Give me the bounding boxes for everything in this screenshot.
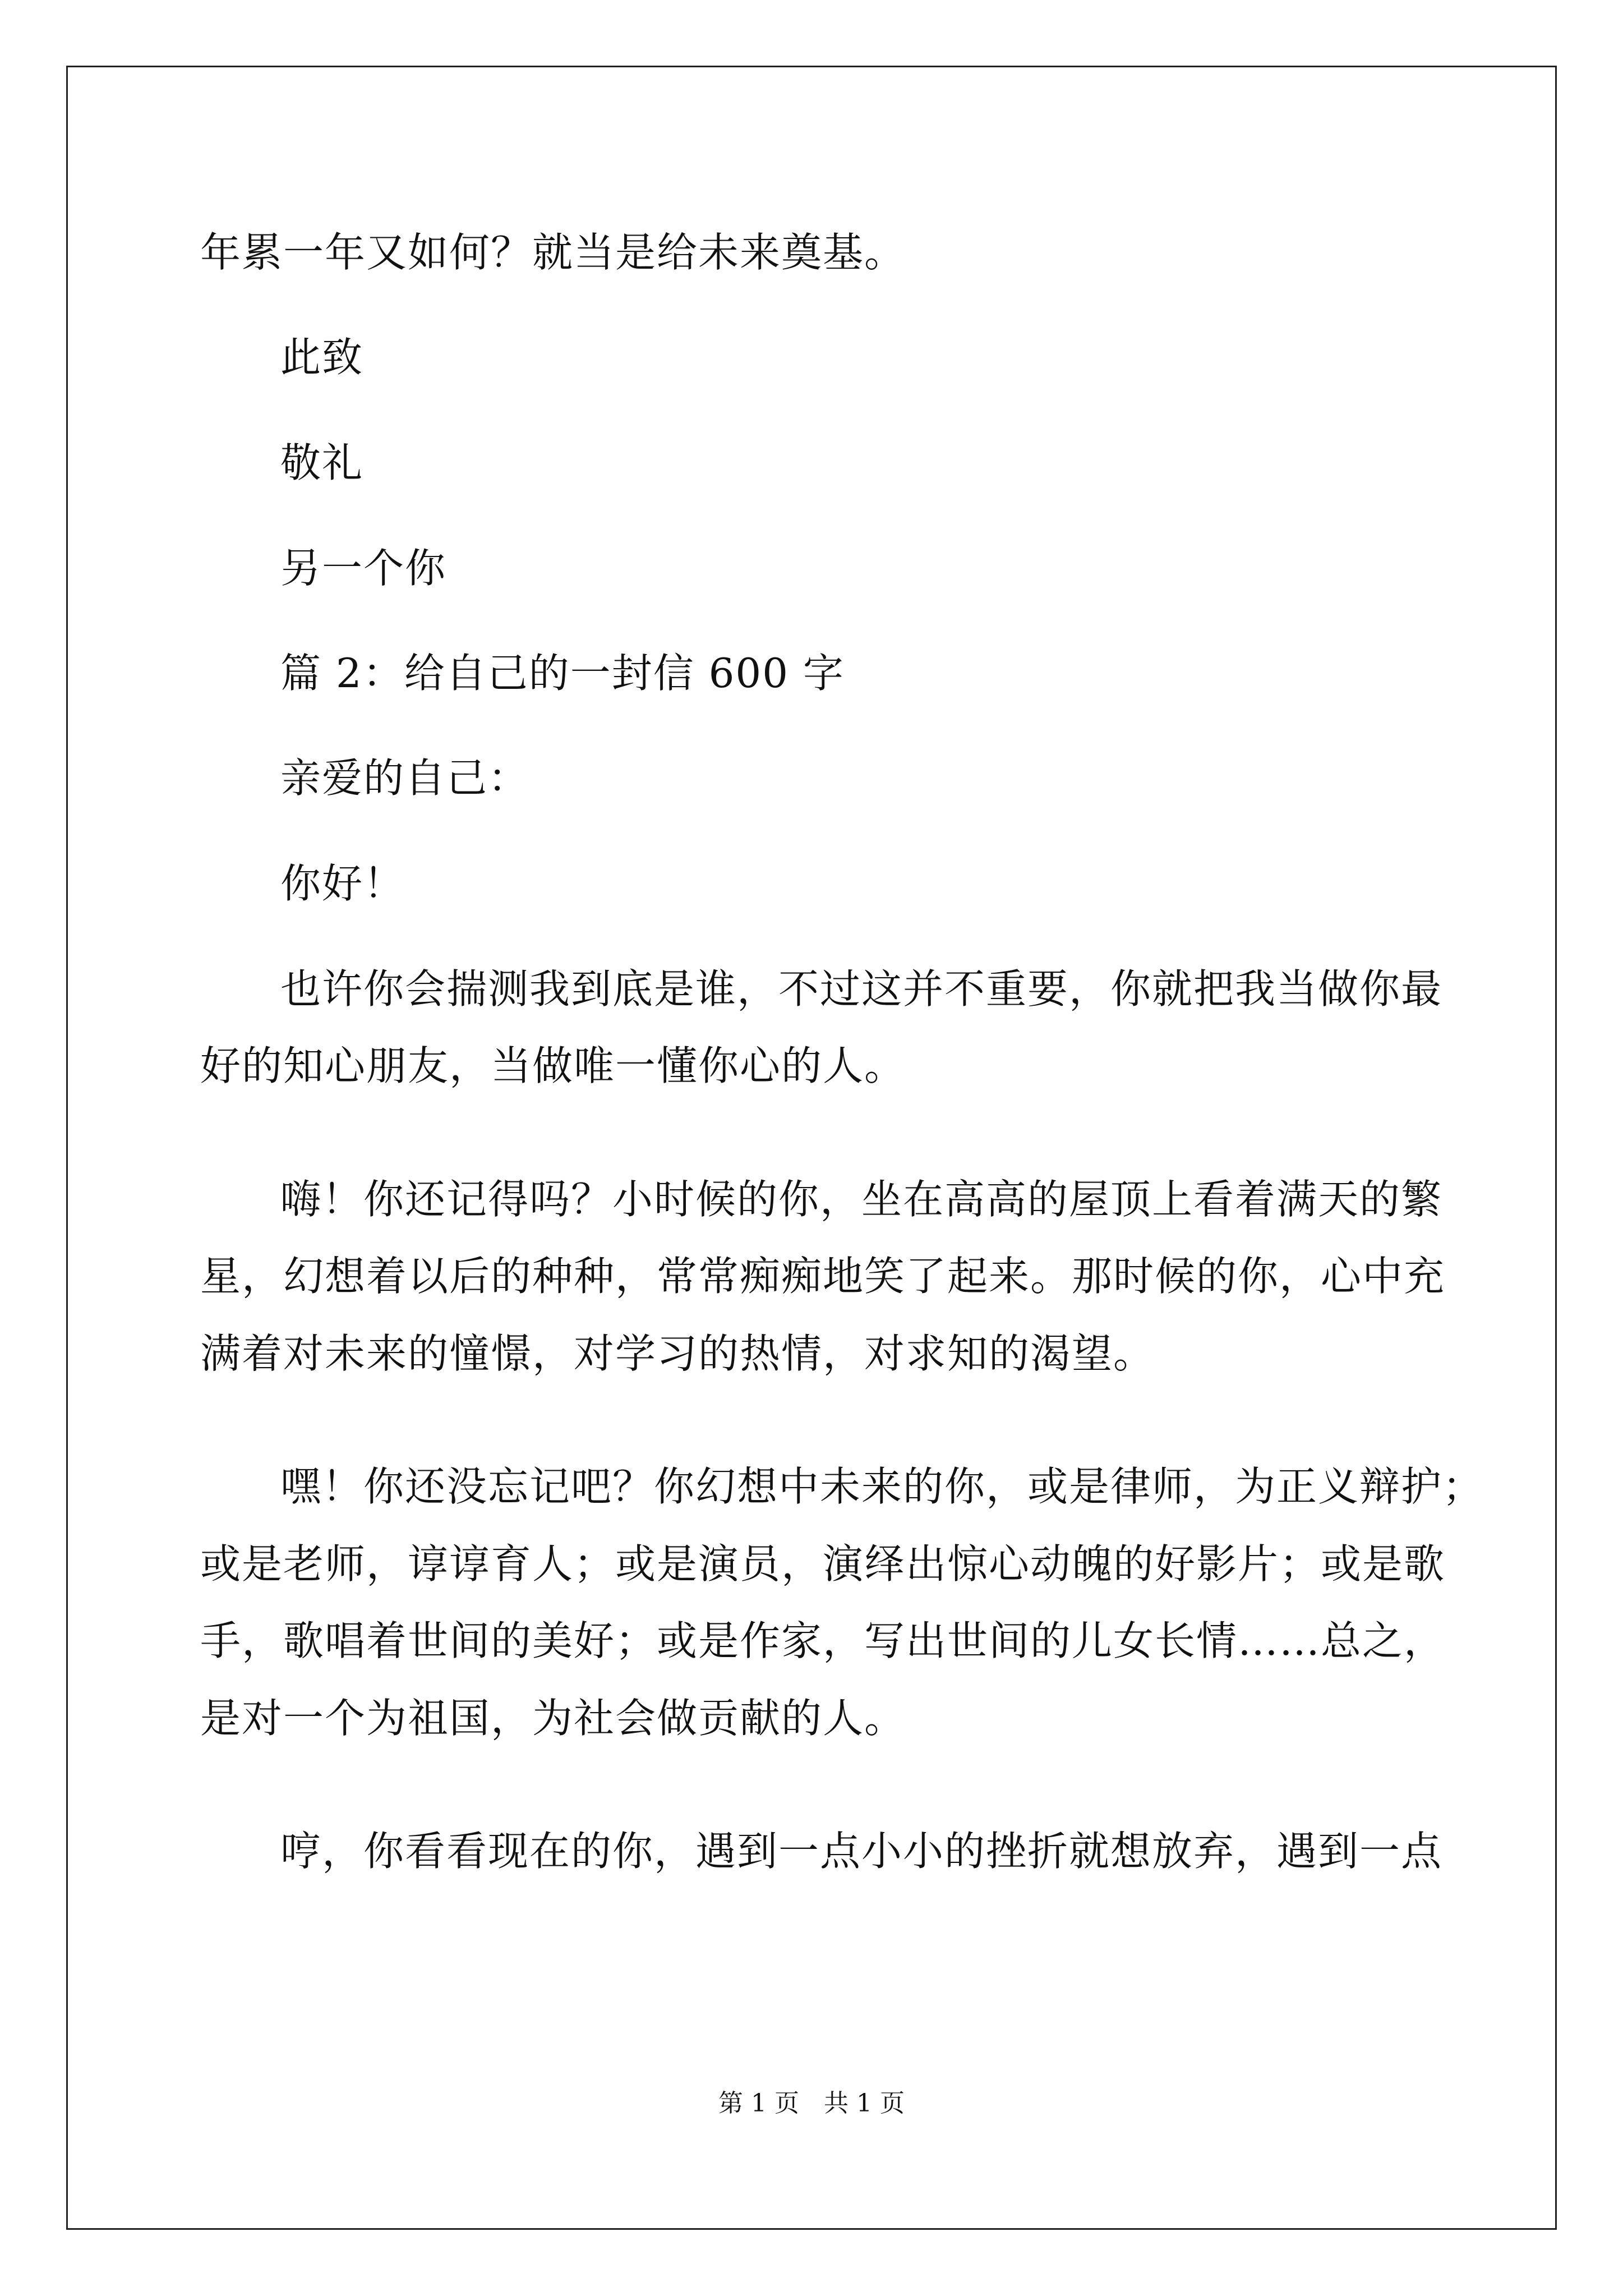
text-line: 手，歌唱着世间的美好；或是作家，写出世间的儿女长情……总之， [200,1617,1446,1664]
section-heading: 篇 2：给自己的一封信 600 字 [280,650,845,697]
salutation: 亲爱的自己： [280,754,530,802]
text-line: 也许你会揣测我到底是谁，不过这并不重要，你就把我当做你最 [280,965,1443,1013]
page-border [66,66,1557,2230]
text-line: 敬礼 [280,439,364,486]
text-line: 或是老师，谆谆育人；或是演员，演绎出惊心动魄的好影片；或是歌 [200,1540,1446,1588]
text-line: 好的知心朋友，当做唯一懂你心的人。 [200,1042,906,1089]
text-line: 满着对未来的憧憬，对学习的热情，对求知的渴望。 [200,1330,1155,1377]
text-line: 嗨！你还记得吗？小时候的你，坐在高高的屋顶上看着满天的繁 [280,1176,1443,1223]
text-line: 此致 [280,334,364,381]
page-footer: 第 1 页 共 1 页 [718,2089,905,2118]
text-line: 是对一个为祖国，为社会做贡献的人。 [200,1695,906,1742]
text-line: 另一个你 [280,545,447,592]
text-line: 嘿！你还没忘记吧？你幻想中未来的你，或是律师，为正义辩护； [280,1463,1484,1510]
greeting: 你好！ [280,860,405,907]
text-line: 年累一年又如何？就当是给未来奠基。 [200,229,906,276]
text-line: 星，幻想着以后的种种，常常痴痴地笑了起来。那时候的你，心中充 [200,1253,1446,1300]
text-line: 哼，你看看现在的你，遇到一点小小的挫折就想放弃，遇到一点 [280,1828,1443,1875]
